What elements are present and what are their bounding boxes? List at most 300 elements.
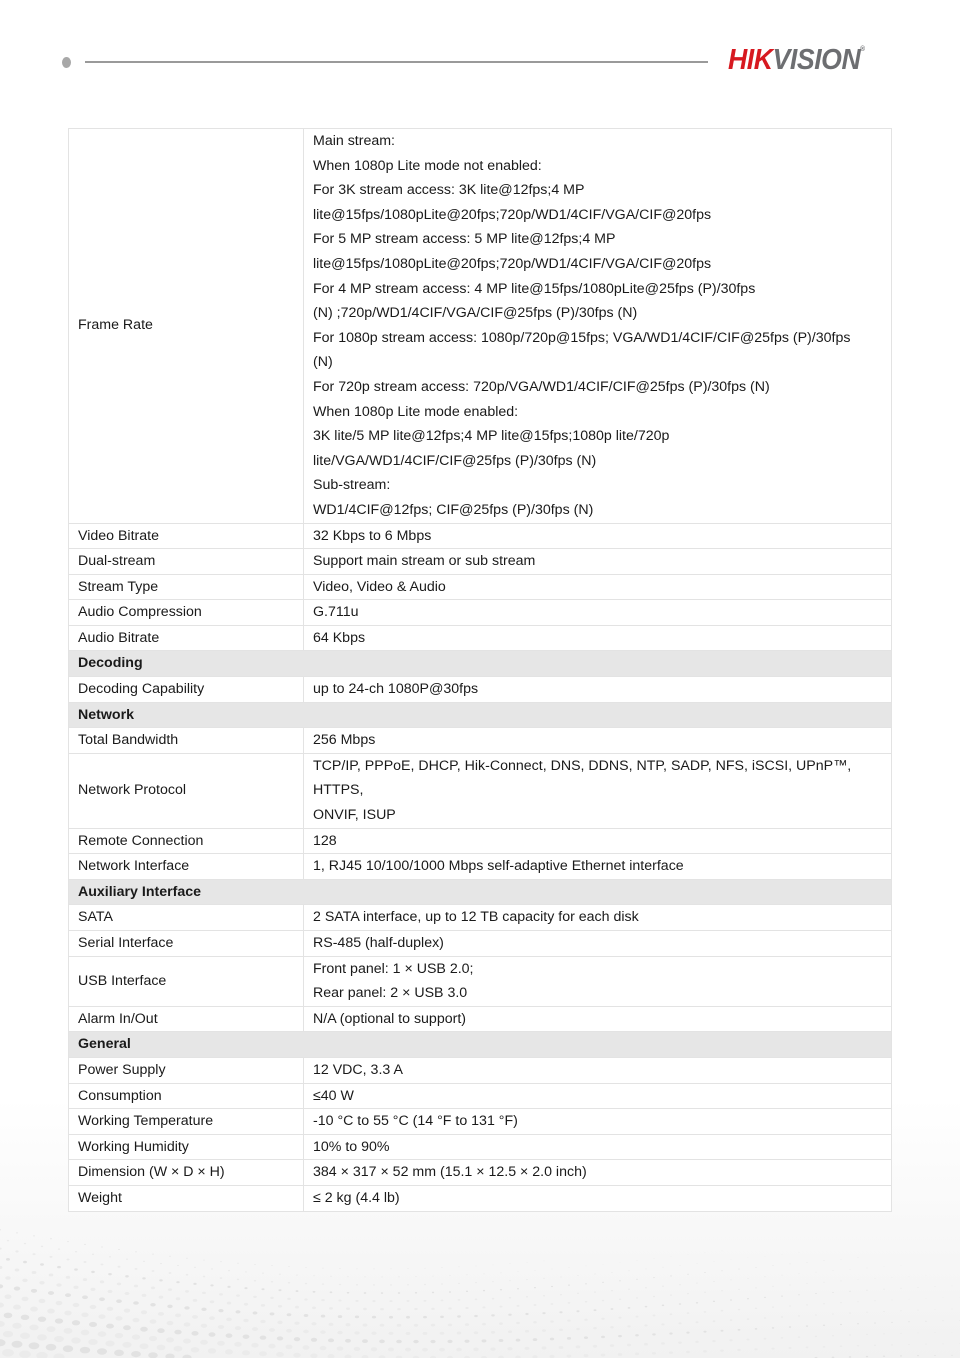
spec-value: 384 × 317 × 52 mm (15.1 × 12.5 × 2.0 inch) xyxy=(304,1160,892,1186)
background-dot xyxy=(422,1348,428,1352)
background-dot xyxy=(644,1324,647,1326)
background-dot xyxy=(169,1256,170,1257)
background-dot xyxy=(24,1243,26,1245)
table-row xyxy=(69,625,892,651)
background-dot xyxy=(294,1337,300,1341)
background-dot xyxy=(891,1322,893,1323)
value-line: For 4 MP stream access: 4 MP lite@15fps/1080pLite@25fps (P)/30fps xyxy=(313,280,756,297)
background-dot xyxy=(458,1283,460,1284)
background-dot xyxy=(687,1274,689,1275)
background-dot xyxy=(917,1355,919,1356)
background-dot xyxy=(823,1346,826,1348)
background-dot xyxy=(747,1278,749,1279)
background-dot xyxy=(276,1352,284,1357)
background-dot xyxy=(14,1287,20,1291)
background-dot xyxy=(645,1306,648,1308)
background-dot xyxy=(277,1336,284,1340)
background-dot xyxy=(254,1280,256,1282)
background-dot xyxy=(124,1309,130,1313)
background-dot xyxy=(82,1295,88,1299)
background-dot xyxy=(338,1315,342,1318)
background-dot xyxy=(517,1288,519,1289)
background-dot xyxy=(135,1251,136,1252)
background-dot xyxy=(781,1295,783,1296)
background-dot xyxy=(354,1331,359,1334)
background-dot xyxy=(356,1268,357,1269)
background-dot xyxy=(107,1290,112,1293)
background-dot xyxy=(328,1338,334,1342)
background-dot xyxy=(7,1240,9,1242)
background-dot xyxy=(117,1283,121,1286)
background-dot xyxy=(747,1298,749,1299)
spec-label: Network Protocol xyxy=(69,753,304,828)
background-dot xyxy=(48,1291,54,1295)
background-dot xyxy=(636,1260,637,1261)
background-dot xyxy=(209,1316,215,1320)
background-dot xyxy=(125,1292,130,1295)
background-dot xyxy=(237,1263,238,1264)
background-dot xyxy=(439,1348,445,1352)
background-dot xyxy=(594,1274,595,1275)
background-dot xyxy=(696,1302,698,1304)
background-dot xyxy=(542,1312,545,1314)
background-dot xyxy=(106,1324,114,1329)
background-dot xyxy=(499,1322,503,1325)
background-dot xyxy=(559,1346,564,1349)
background-dot xyxy=(610,1326,614,1328)
background-dot xyxy=(705,1253,706,1254)
background-dot xyxy=(388,1348,394,1352)
background-dot xyxy=(338,1299,341,1301)
background-dot xyxy=(260,1335,267,1339)
table-row xyxy=(69,828,892,854)
background-dot xyxy=(46,1326,55,1332)
background-dot xyxy=(251,1343,258,1348)
background-dot xyxy=(423,1332,428,1335)
spec-value: 1, RJ45 10/100/1000 Mbps self-adaptive Ethernet interface xyxy=(304,854,892,880)
background-dot xyxy=(635,1316,638,1318)
background-dot xyxy=(662,1267,663,1268)
background-dot xyxy=(218,1309,223,1312)
background-dot xyxy=(806,1262,807,1263)
background-dot xyxy=(542,1329,546,1332)
background-dot xyxy=(49,1256,52,1258)
background-dot xyxy=(559,1311,562,1313)
background-dot xyxy=(764,1276,765,1277)
header-bullet-icon xyxy=(62,57,71,68)
background-dot xyxy=(259,1351,267,1356)
background-dot xyxy=(584,1319,587,1321)
background-dot xyxy=(261,1288,264,1290)
background-dot xyxy=(720,1330,723,1332)
background-dot xyxy=(150,1303,155,1307)
table-row xyxy=(69,574,892,600)
registered-mark: ® xyxy=(860,46,865,53)
background-dot xyxy=(789,1326,791,1328)
section-header-auxiliary xyxy=(69,879,892,905)
background-dot xyxy=(396,1340,402,1344)
background-dot xyxy=(295,1306,299,1309)
background-dot xyxy=(362,1339,368,1343)
background-dot xyxy=(6,1258,10,1261)
background-dot xyxy=(542,1346,547,1349)
background-dot xyxy=(653,1296,655,1297)
section-header-general xyxy=(69,1032,892,1058)
background-dot xyxy=(533,1321,537,1323)
background-dot xyxy=(83,1278,87,1281)
background-dot xyxy=(799,1252,800,1253)
background-dot xyxy=(260,1320,265,1324)
value-line: (N) xyxy=(313,354,333,371)
background-dot xyxy=(97,1348,107,1354)
background-dot xyxy=(576,1345,581,1348)
spec-label: Stream Type xyxy=(69,574,304,600)
background-dot xyxy=(669,1332,672,1334)
background-dot xyxy=(228,1270,230,1271)
value-line: Main stream: xyxy=(313,133,395,149)
background-dot xyxy=(380,1308,384,1310)
background-dot xyxy=(900,1355,902,1356)
background-dot xyxy=(125,1275,129,1277)
background-dot xyxy=(764,1297,766,1298)
background-dot xyxy=(934,1355,936,1356)
spec-label: Working Humidity xyxy=(69,1134,304,1160)
background-dot xyxy=(269,1328,275,1332)
background-dot xyxy=(662,1286,664,1287)
spec-label: Consumption xyxy=(69,1083,304,1109)
background-dot xyxy=(133,1301,139,1305)
background-dot xyxy=(50,1238,52,1239)
background-dot xyxy=(278,1305,282,1308)
background-dot xyxy=(194,1267,196,1268)
table-row xyxy=(69,1057,892,1083)
background-dot xyxy=(75,1251,77,1252)
background-dot xyxy=(619,1280,621,1281)
background-dot xyxy=(423,1316,427,1319)
background-dot xyxy=(900,1288,901,1289)
background-dot xyxy=(237,1279,240,1281)
background-dot xyxy=(908,1321,910,1322)
spec-label: Audio Compression xyxy=(69,600,304,626)
background-dot xyxy=(322,1268,323,1269)
background-dot xyxy=(184,1322,191,1326)
background-dot xyxy=(347,1276,349,1277)
background-dot xyxy=(493,1265,494,1266)
background-dot xyxy=(951,1309,952,1310)
background-dot xyxy=(243,1319,249,1323)
background-dot xyxy=(601,1318,604,1320)
background-dot xyxy=(577,1293,579,1294)
background-dot xyxy=(866,1290,867,1291)
background-dot xyxy=(934,1309,935,1310)
background-dot xyxy=(729,1339,732,1341)
background-dot xyxy=(840,1302,842,1303)
background-dot xyxy=(441,1299,444,1301)
background-dot xyxy=(526,1296,529,1298)
background-dot xyxy=(449,1291,451,1293)
background-dot xyxy=(225,1349,233,1354)
value-line: lite@15fps/1080pLite@20fps;720p/WD1/4CIF/VGA/CIF@20fps xyxy=(313,206,712,223)
background-dot xyxy=(517,1305,520,1307)
background-dot xyxy=(465,1307,468,1309)
value-line: lite/VGA/WD1/4CIF/CIF@25fps (P)/30fps (N) xyxy=(313,452,597,469)
background-dot xyxy=(440,1316,444,1318)
spec-value-multiline xyxy=(304,753,892,828)
background-dot xyxy=(303,1330,309,1334)
background-dot xyxy=(65,1293,71,1297)
background-dot xyxy=(585,1301,588,1303)
background-dot xyxy=(584,1354,589,1357)
background-dot xyxy=(330,1291,333,1293)
background-dot xyxy=(100,1280,104,1283)
background-dot xyxy=(781,1275,782,1276)
background-dot xyxy=(925,1321,926,1322)
spec-label: Working Temperature xyxy=(69,1109,304,1135)
background-dot xyxy=(40,1263,44,1265)
background-dot xyxy=(142,1277,146,1279)
background-dot xyxy=(186,1258,187,1259)
background-dot xyxy=(271,1265,272,1266)
background-dot xyxy=(167,1321,174,1325)
background-dot xyxy=(67,1241,69,1242)
background-dot xyxy=(405,1332,410,1335)
background-dot xyxy=(262,1273,264,1274)
background-dot xyxy=(105,1340,114,1346)
spec-value: Support main stream or sub stream xyxy=(304,549,892,575)
background-dot xyxy=(544,1261,545,1262)
background-dot xyxy=(577,1275,579,1276)
background-dot xyxy=(305,1267,306,1268)
background-dot xyxy=(32,1271,37,1274)
background-dot xyxy=(88,1339,97,1345)
background-dot xyxy=(695,1341,698,1343)
background-dot xyxy=(379,1340,385,1344)
spec-label: Power Supply xyxy=(69,1057,304,1083)
background-dot xyxy=(49,1273,54,1276)
background-dot xyxy=(635,1334,639,1336)
background-dot xyxy=(413,1340,418,1343)
background-dot xyxy=(874,1345,876,1346)
background-dot xyxy=(177,1265,179,1266)
hikvision-logo xyxy=(728,44,865,77)
background-dot xyxy=(653,1315,656,1317)
background-dot xyxy=(500,1289,502,1290)
background-dot xyxy=(168,1288,172,1291)
background-dot xyxy=(288,1266,289,1267)
background-dot xyxy=(602,1282,604,1283)
background-dot xyxy=(288,1282,290,1284)
background-dot xyxy=(140,1327,148,1332)
spec-value-multiline xyxy=(304,129,892,524)
background-dot xyxy=(560,1294,562,1296)
background-dot xyxy=(815,1314,817,1315)
background-dot xyxy=(193,1283,196,1285)
background-dot xyxy=(636,1279,638,1280)
background-dot xyxy=(602,1300,605,1302)
background-dot xyxy=(508,1314,511,1316)
background-dot xyxy=(696,1321,699,1323)
spec-value: N/A (optional to support) xyxy=(304,1006,892,1032)
background-dot xyxy=(644,1343,648,1346)
value-line: (N) ;720p/WD1/4CIF/VGA/CIF@25fps (P)/30fps (N) xyxy=(313,305,638,322)
background-dot xyxy=(670,1313,673,1315)
background-dot xyxy=(217,1341,225,1346)
background-dot xyxy=(908,1344,910,1345)
background-dot xyxy=(133,1318,140,1322)
background-dot xyxy=(254,1264,255,1265)
background-dot xyxy=(389,1316,393,1319)
background-dot xyxy=(772,1286,774,1287)
background-dot xyxy=(320,1346,327,1350)
background-dot xyxy=(174,1346,183,1352)
background-dot xyxy=(823,1303,825,1304)
background-dot xyxy=(151,1287,155,1290)
background-dot xyxy=(704,1311,707,1313)
background-dot xyxy=(219,1293,223,1295)
background-dot xyxy=(747,1258,748,1259)
background-dot xyxy=(407,1268,408,1269)
background-dot xyxy=(534,1270,535,1271)
section-title: Auxiliary Interface xyxy=(69,879,892,905)
background-dot xyxy=(72,1320,80,1325)
background-dot xyxy=(210,1284,213,1286)
background-dot xyxy=(686,1351,690,1353)
spec-value: 64 Kbps xyxy=(304,625,892,651)
background-dot xyxy=(628,1270,629,1271)
background-dot xyxy=(364,1292,367,1294)
background-dot xyxy=(601,1336,605,1339)
background-dot xyxy=(874,1300,875,1301)
background-dot xyxy=(754,1348,757,1350)
background-dot xyxy=(397,1324,402,1327)
background-dot xyxy=(432,1292,434,1294)
background-dot xyxy=(12,1323,21,1329)
background-dot xyxy=(687,1312,690,1314)
background-dot xyxy=(277,1321,282,1324)
background-dot xyxy=(185,1290,189,1293)
background-dot xyxy=(534,1304,537,1306)
background-dot xyxy=(193,1299,198,1302)
background-dot xyxy=(431,1308,434,1310)
background-dot xyxy=(141,1310,147,1314)
background-dot xyxy=(191,1331,198,1336)
page-header xyxy=(0,0,960,100)
background-dot xyxy=(192,1315,198,1319)
background-dot xyxy=(491,1331,495,1334)
background-dot xyxy=(499,1306,502,1308)
background-dot xyxy=(891,1277,892,1278)
background-dot xyxy=(823,1260,824,1261)
background-dot xyxy=(687,1293,689,1294)
background-dot xyxy=(339,1284,341,1285)
background-dot xyxy=(41,1246,43,1248)
background-dot xyxy=(755,1287,757,1288)
background-dot xyxy=(798,1336,801,1338)
background-dot xyxy=(346,1308,350,1310)
background-dot xyxy=(483,1273,484,1274)
background-dot xyxy=(628,1289,630,1290)
background-dot xyxy=(108,1273,112,1275)
background-dot xyxy=(475,1298,478,1300)
background-dot xyxy=(670,1275,672,1276)
background-dot xyxy=(329,1307,333,1310)
background-dot xyxy=(245,1271,247,1272)
background-dot xyxy=(405,1348,411,1352)
background-dot xyxy=(191,1347,199,1352)
header-divider xyxy=(85,61,708,63)
table-row xyxy=(69,549,892,575)
background-dot xyxy=(551,1286,553,1287)
background-dot xyxy=(84,1244,86,1245)
background-dot xyxy=(159,1279,162,1281)
background-dot xyxy=(90,1288,95,1291)
background-dot xyxy=(38,1316,46,1321)
background-dot xyxy=(458,1299,461,1301)
background-dot xyxy=(500,1272,501,1273)
background-dot xyxy=(781,1316,783,1317)
background-dot xyxy=(712,1340,715,1342)
value-line: 3K lite/5 MP lite@12fps;4 MP lite@15fps;1080p lite/720p xyxy=(313,428,670,445)
background-dot xyxy=(23,1261,27,1264)
background-dot xyxy=(81,1313,88,1318)
spec-label: Audio Bitrate xyxy=(69,625,304,651)
background-dot xyxy=(618,1353,622,1356)
table-row xyxy=(69,1109,892,1135)
background-dot xyxy=(296,1290,299,1292)
background-dot xyxy=(157,1345,166,1351)
section-title: Decoding xyxy=(69,651,892,677)
background-dot xyxy=(703,1350,707,1352)
spec-label: Dual-stream xyxy=(69,549,304,575)
background-dot xyxy=(432,1276,433,1277)
background-dot xyxy=(311,1338,317,1342)
background-dot xyxy=(772,1327,775,1329)
background-dot xyxy=(261,1304,265,1307)
background-dot xyxy=(866,1356,868,1358)
spec-value: 128 xyxy=(304,828,892,854)
background-dot xyxy=(158,1312,164,1316)
background-dot xyxy=(738,1329,741,1331)
background-dot xyxy=(841,1259,842,1260)
background-dot xyxy=(447,1340,452,1343)
background-dot xyxy=(37,1334,47,1340)
value-line: TCP/IP, PPPoE, DHCP, Hik-Connect, DNS, DDNS, NTP, SADP, NFS, iSCSI, UPnP™, HTTPS, xyxy=(313,757,852,799)
background-dot xyxy=(737,1349,740,1351)
background-dot xyxy=(372,1316,376,1319)
background-dot xyxy=(64,1328,73,1334)
table-row xyxy=(69,1185,892,1211)
background-dot xyxy=(482,1306,485,1308)
spec-value: up to 24-ch 1080P@30fps xyxy=(304,677,892,703)
value-line: ONVIF, ISUP xyxy=(313,807,396,824)
background-dot xyxy=(891,1344,893,1345)
background-dot xyxy=(271,1281,273,1283)
background-dot xyxy=(244,1303,248,1306)
background-dot xyxy=(476,1266,477,1267)
background-dot xyxy=(550,1320,554,1322)
background-dot xyxy=(140,1343,149,1349)
background-dot xyxy=(491,1314,495,1316)
spec-label: Weight xyxy=(69,1185,304,1211)
spec-label: Video Bitrate xyxy=(69,523,304,549)
background-dot xyxy=(721,1310,723,1312)
background-dot xyxy=(585,1283,587,1284)
background-dot xyxy=(449,1275,450,1276)
background-dot xyxy=(764,1338,767,1340)
value-line: For 3K stream access: 3K lite@12fps;4 MP xyxy=(313,182,585,199)
background-dot xyxy=(101,1263,104,1265)
spec-label: Dimension (W × D × H) xyxy=(69,1160,304,1186)
